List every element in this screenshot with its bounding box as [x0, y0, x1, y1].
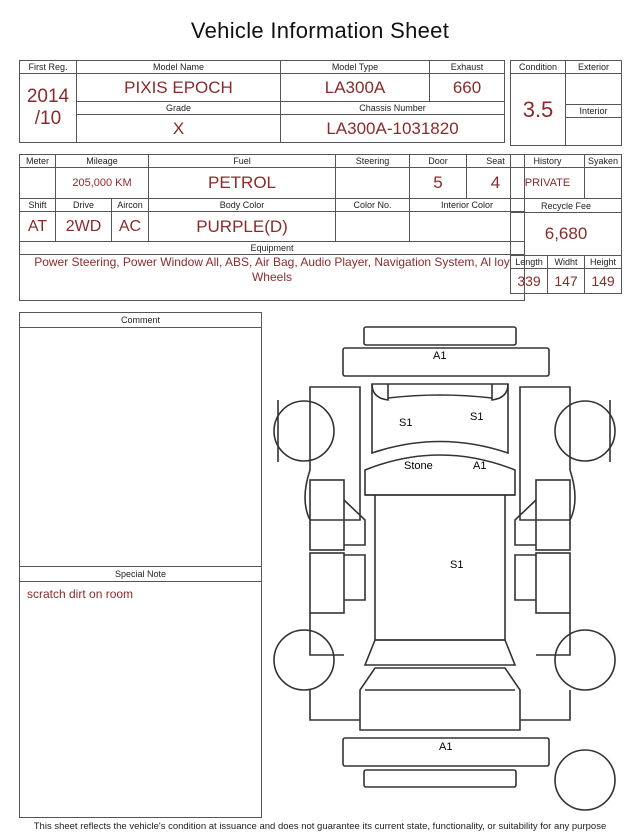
- header-table: [19, 60, 505, 143]
- front-left-wheel: [274, 401, 334, 461]
- exhaust-value: 660: [430, 74, 505, 102]
- specs-table: [19, 154, 525, 301]
- rear-window: [365, 640, 515, 665]
- footer-disclaimer: This sheet reflects the vehicle's condition at issuance and does not guarantee its current state, functionality, or suitability for any purpose: [33, 821, 607, 832]
- syaken-value: [585, 168, 622, 199]
- mileage-label: Mileage: [56, 155, 149, 168]
- aircon-label: Aircon: [112, 199, 149, 212]
- rear-left-door: [310, 553, 344, 613]
- meter-label: Meter: [20, 155, 56, 168]
- shift-label: Shift: [20, 199, 56, 212]
- fuel-label: Fuel: [149, 155, 336, 168]
- exterior-label: Exterior: [566, 61, 622, 74]
- front-right-door: [536, 480, 570, 550]
- rear-bumper-bottom: [364, 770, 516, 787]
- grade-label: Grade: [77, 102, 281, 115]
- damage-windshield-right: A1: [473, 460, 487, 472]
- page-title: Vehicle Information Sheet: [190, 18, 450, 43]
- exterior-value: [566, 74, 622, 105]
- first-reg-label: First Reg.: [20, 61, 77, 74]
- damage-hood-right: S1: [470, 411, 484, 423]
- grade-value: X: [77, 115, 281, 143]
- history-label: History: [511, 155, 585, 168]
- steering-label: Steering: [336, 155, 410, 168]
- height-label: Height: [585, 256, 622, 269]
- first-reg-value: [20, 74, 77, 143]
- length-value: 339: [511, 269, 548, 294]
- damage-roof: S1: [450, 559, 464, 571]
- model-name-label: Model Name: [77, 61, 281, 74]
- mileage-value: 205,000 KM: [56, 168, 149, 199]
- history-value: PRIVATE: [511, 168, 585, 199]
- special-note-label: Special Note: [20, 567, 261, 582]
- width-value: 147: [548, 269, 585, 294]
- shift-value: AT: [20, 212, 56, 242]
- drive-label: Drive: [56, 199, 112, 212]
- height-value: 149: [585, 269, 622, 294]
- interior-color-label: Interior Color: [410, 199, 525, 212]
- windshield: [365, 455, 515, 495]
- seat-value: 4: [467, 168, 525, 199]
- special-note-section: [20, 566, 261, 606]
- recycle-label: Recycle Fee: [511, 199, 622, 213]
- model-type-value: LA300A: [281, 74, 430, 102]
- interior-color-value: [410, 212, 525, 242]
- front-bumper-top: [364, 327, 516, 345]
- roof: [375, 495, 505, 640]
- rear-right-door: [536, 553, 570, 613]
- exhaust-label: Exhaust: [430, 61, 505, 74]
- car-diagram: [268, 318, 628, 818]
- model-name-value: PIXIS EPOCH: [77, 74, 281, 102]
- meter-value: [20, 168, 56, 199]
- spare-tire: [555, 750, 615, 810]
- body-color-value: PURPLE(D): [149, 212, 336, 242]
- chassis-label: Chassis Number: [281, 102, 505, 115]
- comment-label: Comment: [20, 313, 261, 328]
- drive-value: 2WD: [56, 212, 112, 242]
- front-right-wheel: [555, 401, 615, 461]
- equipment-label: Equipment: [20, 242, 525, 255]
- condition-table: [510, 60, 622, 146]
- rear-right-wheel: [555, 630, 615, 690]
- color-no-value: [336, 212, 410, 242]
- aircon-value: AC: [112, 212, 149, 242]
- first-reg-year: 2014: [26, 86, 70, 107]
- side-info-table: [510, 154, 622, 294]
- model-type-label: Model Type: [281, 61, 430, 74]
- condition-value: 3.5: [511, 74, 566, 146]
- body-color-label: Body Color: [149, 199, 336, 212]
- door-label: Door: [410, 155, 467, 168]
- damage-hood-left: S1: [399, 417, 413, 429]
- seat-label: Seat: [467, 155, 525, 168]
- equipment-value: Power Steering, Power Window All, ABS, Air Bag, Audio Player, Navigation System, Al loy Wheels: [20, 255, 525, 301]
- syaken-label: Syaken: [585, 155, 622, 168]
- damage-front-bumper: A1: [433, 350, 447, 362]
- damage-windshield-left: Stone: [404, 460, 433, 472]
- comment-box: [19, 312, 262, 818]
- rear-left-wheel: [274, 630, 334, 690]
- condition-label: Condition: [511, 61, 566, 74]
- tailgate: [360, 668, 520, 730]
- length-label: Length: [511, 256, 548, 269]
- interior-value: [566, 118, 622, 146]
- front-left-fender: [305, 387, 360, 520]
- special-note-value: scratch dirt on room: [27, 587, 134, 601]
- width-label: Widht: [548, 256, 585, 269]
- door-value: 5: [410, 168, 467, 199]
- interior-label: Interior: [566, 105, 622, 118]
- recycle-value: 6,680: [511, 213, 622, 256]
- color-no-label: Color No.: [336, 199, 410, 212]
- first-reg-month: /10: [34, 108, 62, 129]
- fuel-value: PETROL: [149, 168, 336, 199]
- damage-rear-bumper: A1: [439, 741, 453, 753]
- front-left-door: [310, 480, 344, 550]
- chassis-value: LA300A-1031820: [281, 115, 505, 143]
- steering-value: [336, 168, 410, 199]
